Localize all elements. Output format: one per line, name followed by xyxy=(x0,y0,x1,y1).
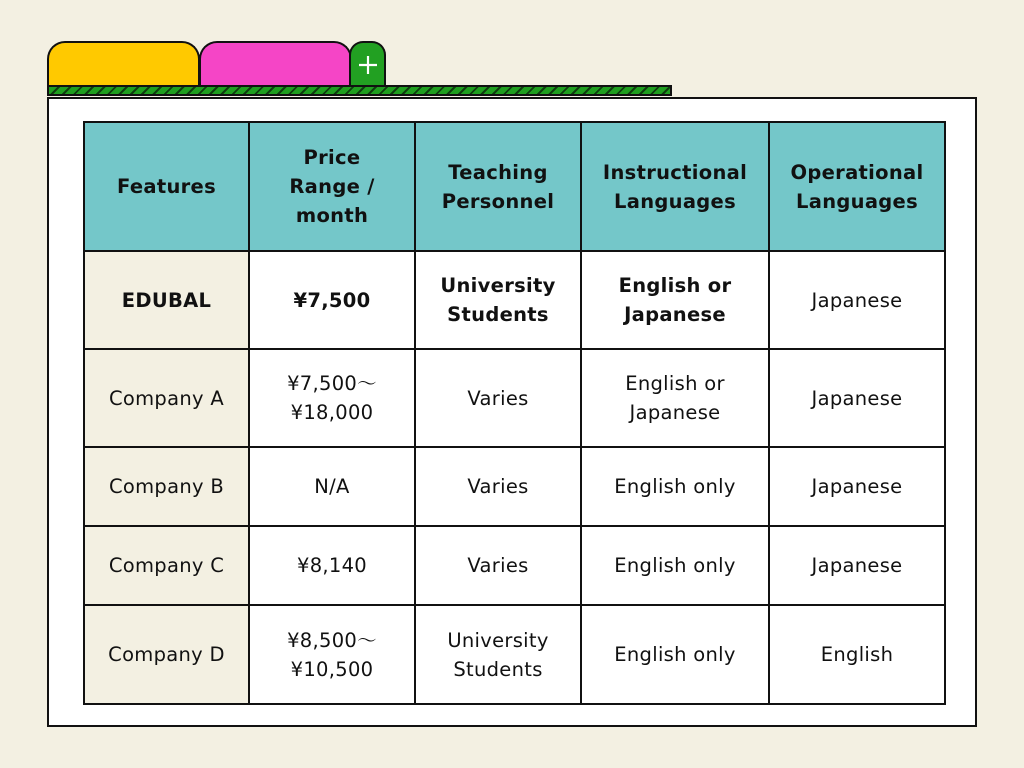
striped-divider xyxy=(47,85,672,96)
table-row xyxy=(84,349,945,447)
row-feature-name: Company D xyxy=(84,605,249,704)
table-row xyxy=(84,526,945,605)
header-price-range: Price Range / month xyxy=(249,122,415,251)
row-personnel: Varies xyxy=(415,447,581,526)
row-feature-name: Company B xyxy=(84,447,249,526)
header-operational-languages: Operational Languages xyxy=(769,122,945,251)
row-personnel: Varies xyxy=(415,526,581,605)
row-instructional: English or Japanese xyxy=(581,349,769,447)
row-price: N/A xyxy=(249,447,415,526)
header-features: Features xyxy=(84,122,249,251)
row-personnel: Varies xyxy=(415,349,581,447)
table-row xyxy=(84,605,945,704)
row-price: ¥8,500～ ¥10,500 xyxy=(249,605,415,704)
plus-icon xyxy=(356,53,380,77)
tab-pink[interactable] xyxy=(199,41,352,87)
row-instructional: English only xyxy=(581,526,769,605)
row-price: ¥7,500～ ¥18,000 xyxy=(249,349,415,447)
add-tab-button[interactable] xyxy=(349,41,386,87)
row-personnel: University Students xyxy=(415,605,581,704)
row-feature-name: EDUBAL xyxy=(84,251,249,349)
table-row xyxy=(84,251,945,349)
row-instructional: English or Japanese xyxy=(581,251,769,349)
row-operational: Japanese xyxy=(769,251,945,349)
row-price: ¥8,140 xyxy=(249,526,415,605)
row-operational: Japanese xyxy=(769,526,945,605)
table-row xyxy=(84,447,945,526)
row-operational: Japanese xyxy=(769,349,945,447)
comparison-table xyxy=(83,121,946,705)
header-instructional-languages: Instructional Languages xyxy=(581,122,769,251)
tab-yellow[interactable] xyxy=(47,41,200,87)
row-feature-name: Company A xyxy=(84,349,249,447)
comparison-panel xyxy=(47,97,977,727)
header-row xyxy=(84,122,945,251)
row-personnel: University Students xyxy=(415,251,581,349)
row-feature-name: Company C xyxy=(84,526,249,605)
row-operational: English xyxy=(769,605,945,704)
header-teaching-personnel: Teaching Personnel xyxy=(415,122,581,251)
row-instructional: English only xyxy=(581,605,769,704)
row-instructional: English only xyxy=(581,447,769,526)
row-price: ¥7,500 xyxy=(249,251,415,349)
row-operational: Japanese xyxy=(769,447,945,526)
